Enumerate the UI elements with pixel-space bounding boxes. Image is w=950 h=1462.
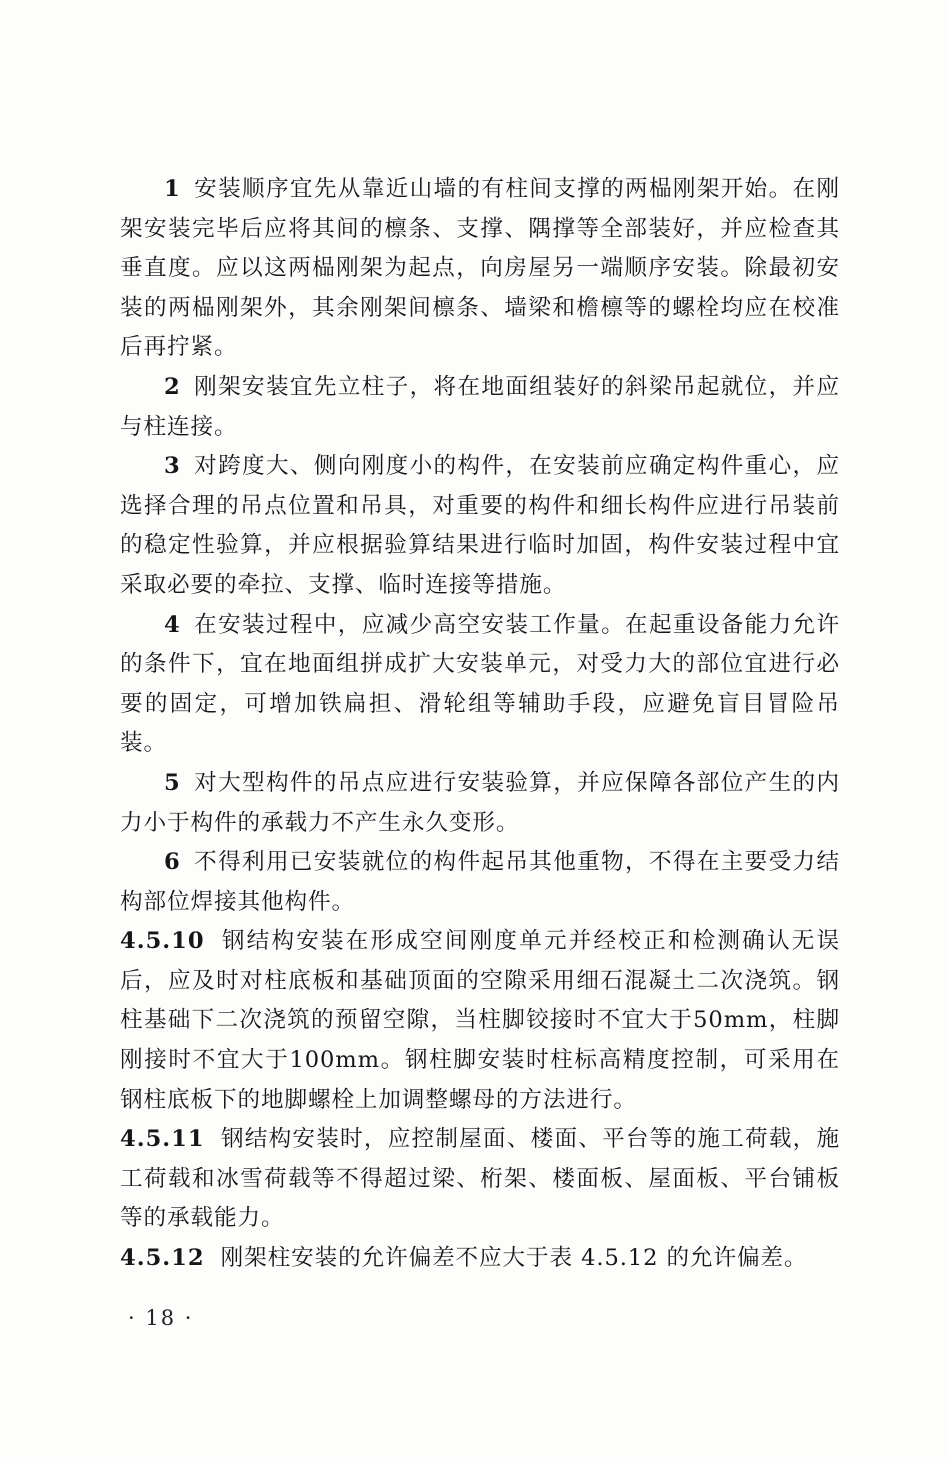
item-text: 刚架安装宜先立柱子，将在地面组装好的斜梁吊起就位，并应与柱连接。	[120, 373, 840, 440]
clause-paragraph	[120, 1120, 840, 1239]
clause-number: 4.5.12	[120, 1245, 205, 1272]
item-number: 2	[164, 373, 180, 400]
clause-number: 4.5.10	[120, 928, 205, 955]
item-text: 对跨度大、侧向刚度小的构件，在安装前应确定构件重心，应选择合理的吊点位置和吊具，对重要的构件和细长构件应进行吊装前的稳定性验算，并应根据验算结果进行临时加固，构件安装过程中宜采取必要的牵拉、支撑、临时连接等措施。	[120, 453, 840, 598]
item-number: 1	[164, 176, 180, 202]
item-number: 3	[164, 453, 180, 480]
list-item	[120, 368, 840, 447]
clause-text: 钢结构安装在形成空间刚度单元并经校正和检测确认无误后，应及时对柱底板和基础顶面的空隙采用细石混凝土二次浇筑。钢柱基础下二次浇筑的预留空隙，当柱脚铰接时不宜大于50mm，柱脚刚接时不宜大于100mm。钢柱脚安装时柱标高精度控制，可采用在钢柱底板下的地脚螺栓上加调整螺母的方法进行。	[120, 928, 840, 1113]
list-item	[120, 764, 840, 843]
clause-paragraph	[120, 1239, 840, 1279]
clause-number: 4.5.11	[120, 1126, 205, 1153]
list-item	[120, 843, 840, 922]
item-text: 对大型构件的吊点应进行安装验算，并应保障各部位产生的内力小于构件的承载力不产生永久变形。	[120, 769, 840, 836]
clause-text: 钢结构安装时，应控制屋面、楼面、平台等的施工荷载，施工荷载和冰雪荷载等不得超过梁、桁架、楼面板、屋面板、平台铺板等的承载能力。	[120, 1126, 840, 1232]
page-number: · 18 ·	[128, 1306, 194, 1330]
item-number: 6	[164, 849, 180, 876]
clause-paragraph	[120, 922, 840, 1120]
item-number: 5	[164, 769, 180, 796]
item-text: 在安装过程中，应减少高空安装工作量。在起重设备能力允许的条件下，宜在地面组拼成扩大安装单元，对受力大的部位宜进行必要的固定，可增加铁扁担、滑轮组等辅助手段，应避免盲目冒险吊装。	[120, 611, 840, 757]
page-content	[120, 170, 840, 1279]
list-item	[120, 606, 840, 764]
item-text: 不得利用已安装就位的构件起吊其他重物，不得在主要受力结构部位焊接其他构件。	[120, 849, 840, 915]
item-text: 安装顺序宜先从靠近山墙的有柱间支撑的两榀刚架开始。在刚架安装完毕后应将其间的檩条、支撑、隅撑等全部装好，并应检查其垂直度。应以这两榀刚架为起点，向房屋另一端顺序安装。除最初安装的两榀刚架外，其余刚架间檩条、墙梁和檐檩等的螺栓均应在校准后再拧紧。	[120, 176, 840, 361]
item-number: 4	[164, 611, 180, 638]
list-item	[120, 447, 840, 605]
list-item	[120, 170, 840, 368]
clause-text: 刚架柱安装的允许偏差不应大于表 4.5.12 的允许偏差。	[220, 1245, 808, 1272]
